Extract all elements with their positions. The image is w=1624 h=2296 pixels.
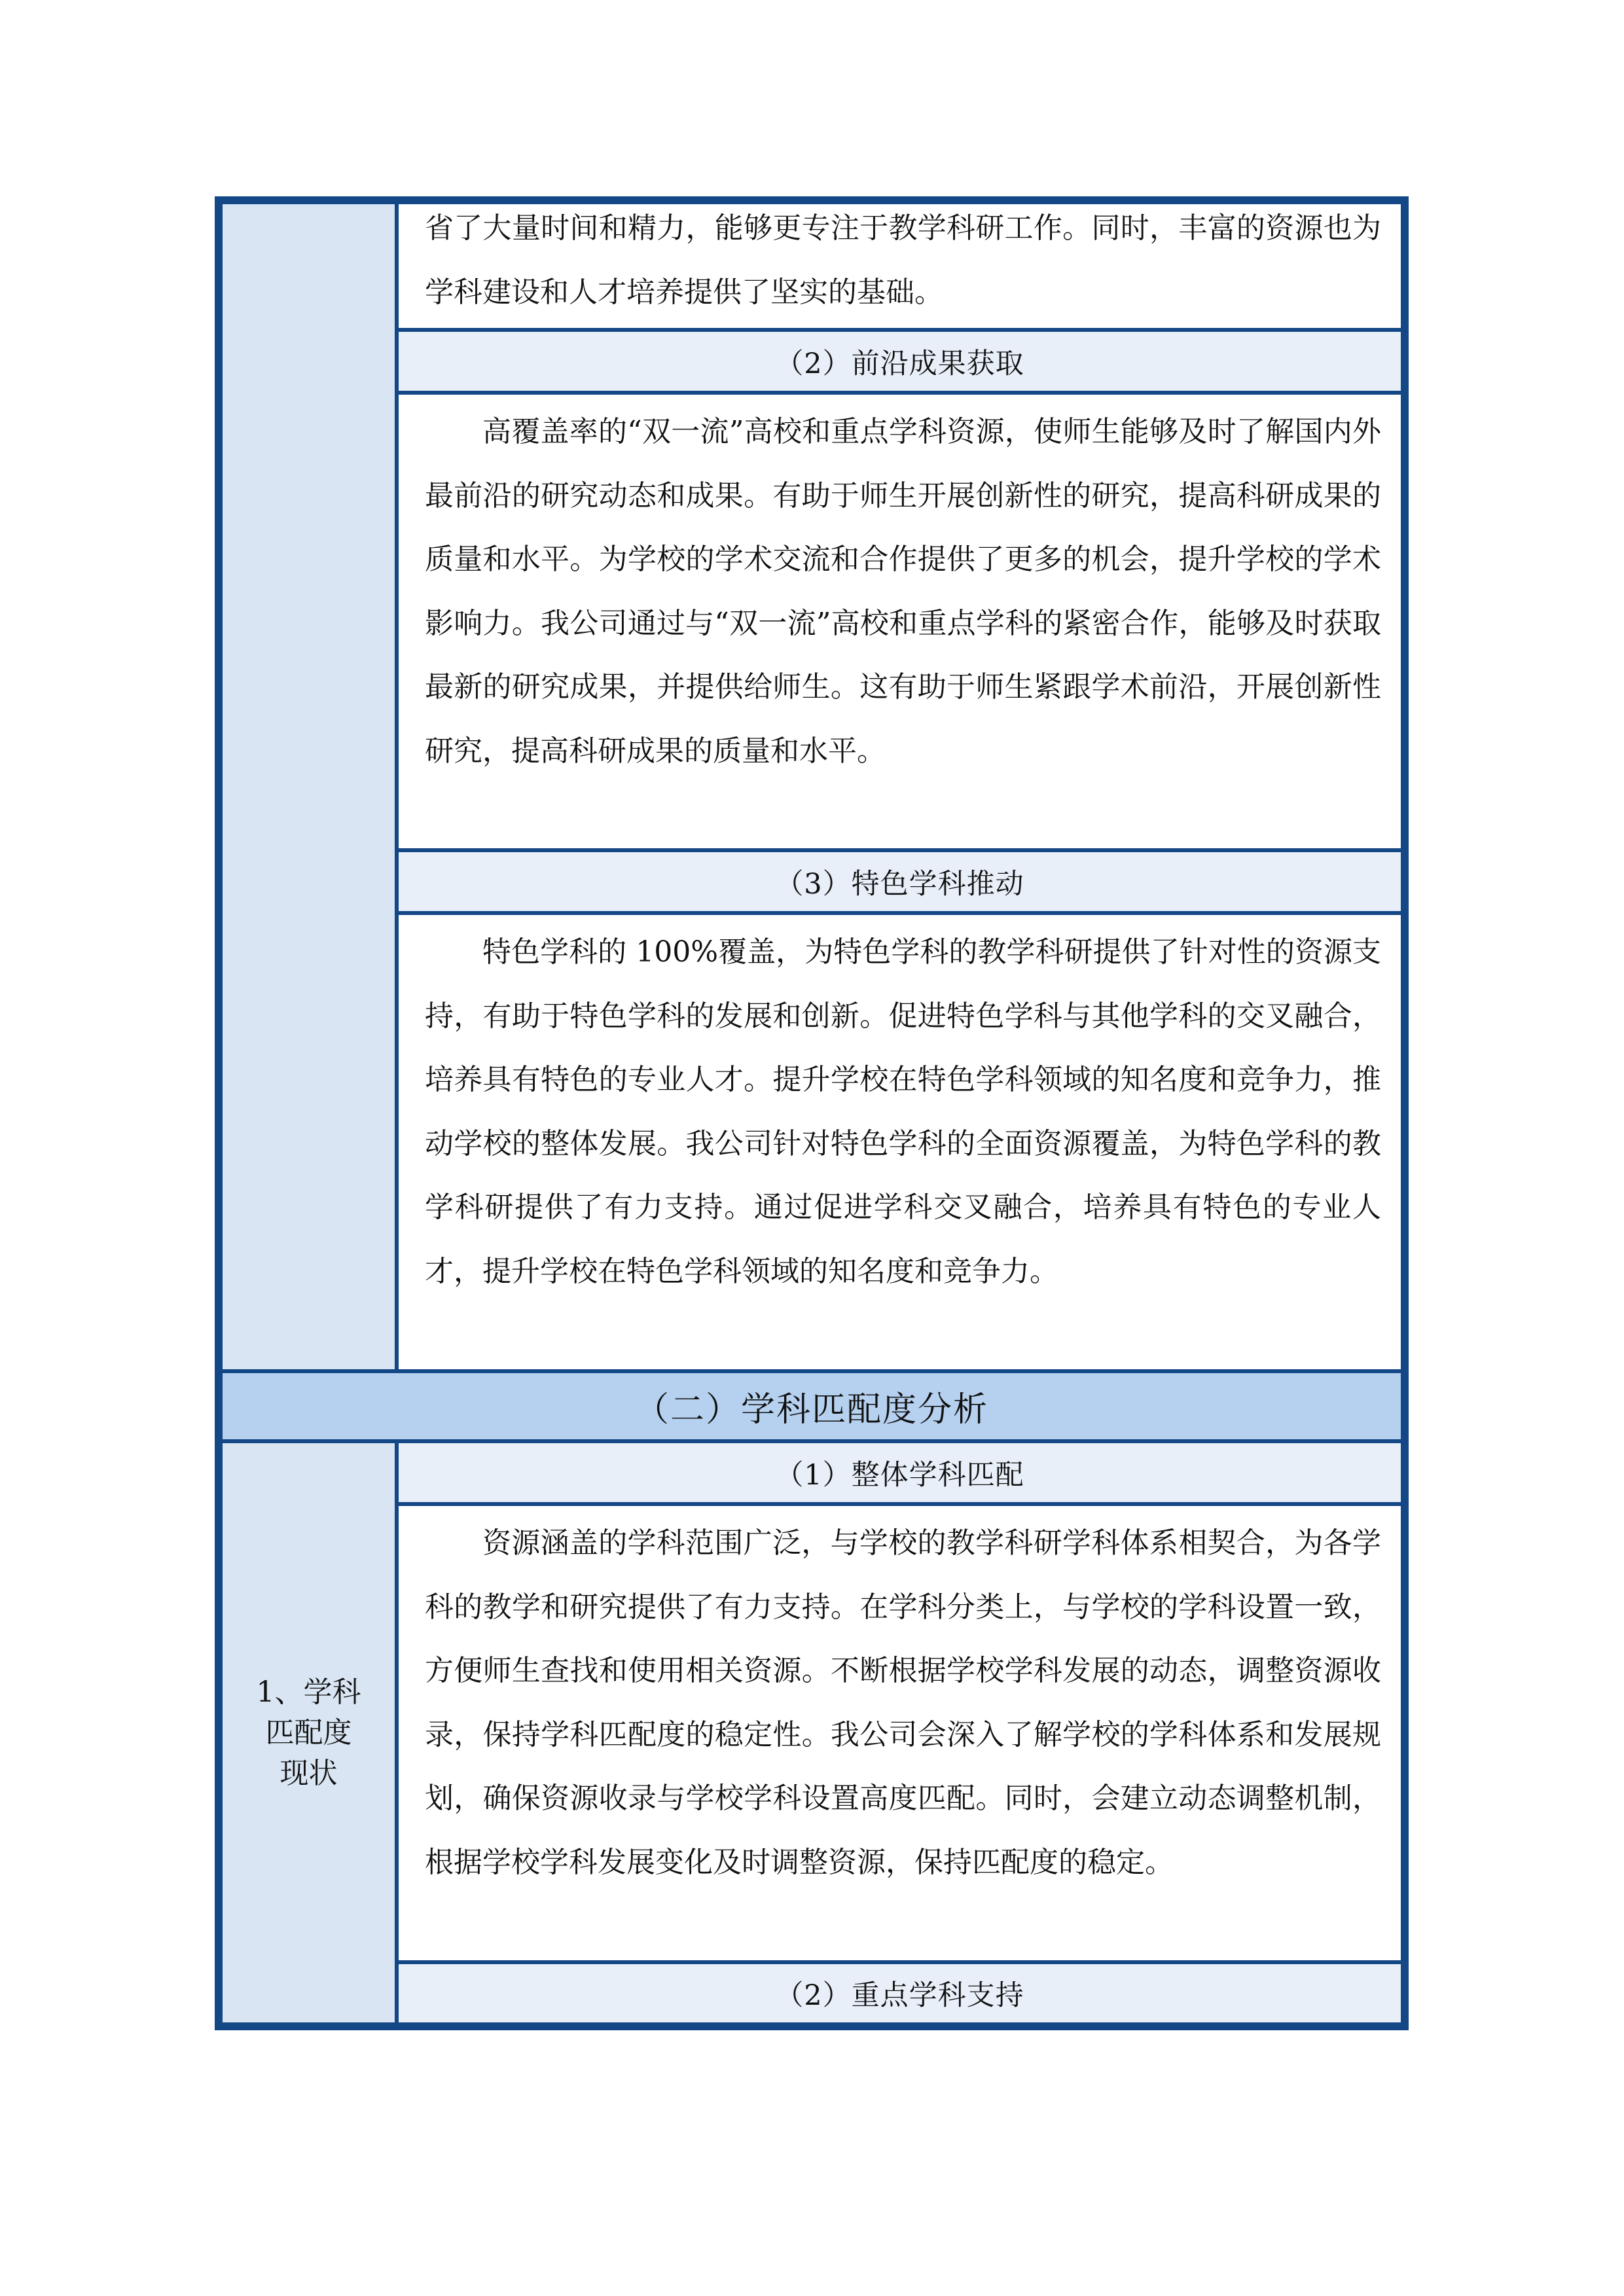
section-header [223,1373,1401,1439]
row-label-line: 现状 [280,1756,338,1790]
row-label [223,1443,395,2022]
subheading-text: （3）特色学科推动 [775,867,1024,901]
subheading-text: （2）前沿成果获取 [775,347,1024,380]
left-column-upper [223,204,395,1369]
subheading-frontier-results [399,332,1401,391]
paragraph-text: 高覆盖率的“双一流”高校和重点学科资源，使师生能够及时了解国内外最前沿的研究动态和成果。有助于师生开展创新性的研究，提高科研成果的质量和水平。为学校的学术交流和合作提供了更多的机会，提升学校的学术影响力。我公司通过与“双一流”高校和重点学科的紧密合作，能够及时获取最新的研究成果，并提供给师生。这有助于师生紧跟学术前沿，开展创新性研究，提高科研成果的质量和水平。 [425,415,1381,768]
subheading-text: （1）整体学科匹配 [775,1458,1024,1492]
paragraph-text: 特色学科的 100%覆盖，为特色学科的教学科研提供了针对性的资源支持，有助于特色学科的发展和创新。促进特色学科与其他学科的交叉融合，培养具有特色的专业人才。提升学校在特色学科领域的知名度和竞争力，推动学校的整体发展。我公司针对特色学科的全面资源覆盖，为特色学科的教学科研提供了有力支持。通过促进学科交叉融合，培养具有特色的专业人才，提升学校在特色学科领域的知名度和竞争力。 [425,935,1381,1288]
subheading-overall-match [399,1443,1401,1502]
continued-paragraph [399,204,1401,328]
paragraph-text: 省了大量时间和精力，能够更专注于教学科研工作。同时，丰富的资源也为学科建设和人才培养提供了坚实的基础。 [425,211,1381,309]
content-table [215,196,1409,2030]
subheading-featured-disciplines [399,852,1401,911]
subheading-key-discipline-support [399,1964,1401,2022]
row-label-line: 1、学科 [256,1675,361,1709]
subheading-text: （2）重点学科支持 [775,1979,1024,2012]
paragraph-text: 资源涵盖的学科范围广泛，与学校的教学科研学科体系相契合，为各学科的教学和研究提供了有力支持。在学科分类上，与学校的学科设置一致，方便师生查找和使用相关资源。不断根据学校学科发展的动态，调整资源收录，保持学科匹配度的稳定性。我公司会深入了解学校的学科体系和发展规划，确保资源收录与学校学科设置高度匹配。同时，会建立动态调整机制，根据学校学科发展变化及时调整资源，保持匹配度的稳定。 [425,1526,1381,1879]
row-label-line: 匹配度 [265,1715,352,1749]
frontier-results-body [399,395,1401,848]
featured-disciplines-body [399,915,1401,1369]
overall-match-body [399,1506,1401,1960]
section-title: （二）学科匹配度分析 [634,1390,988,1429]
